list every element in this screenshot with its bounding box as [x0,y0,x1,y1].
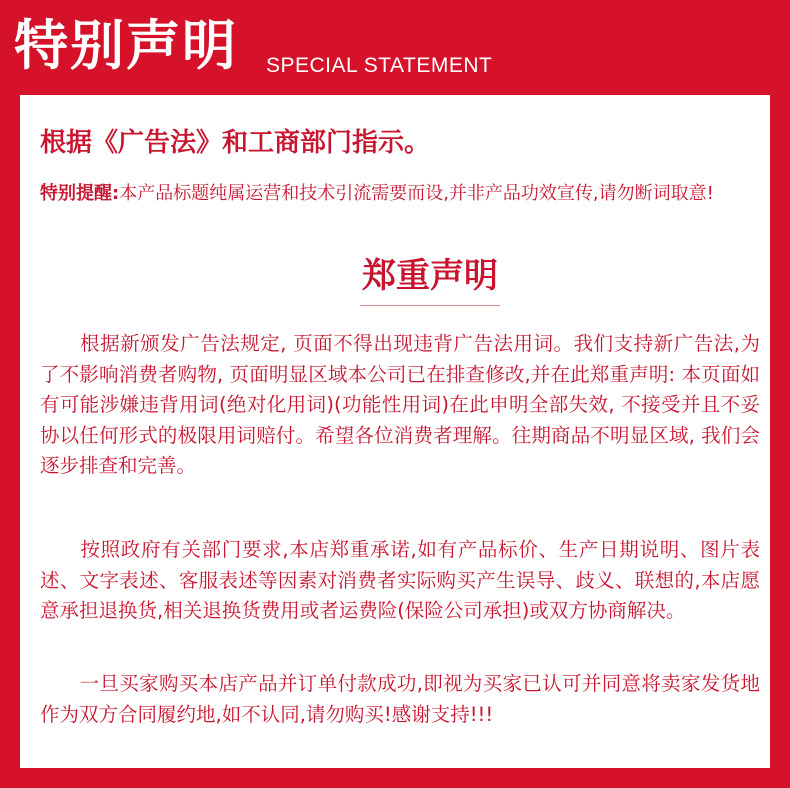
statement-paragraph-2: 按照政府有关部门要求,本店郑重承诺,如有产品标价、生产日期说明、图片表述、文字表述、客服表述等因素对消费者实际购买产生误导、歧义、联想的,本店愿意承担退换货,相关退换货费用或者运费险(保险公司承担)或双方协商解决。 [40,538,760,622]
section-heading: 根据《广告法》和工商部门指示。 [40,128,431,158]
statement-title: 郑重声明 [362,256,498,296]
statement-panel [20,95,770,768]
page-title: 特别声明 [14,14,238,77]
statement-paragraph-3: 一旦买家购买本店产品并订单付款成功,即视为买家已认可并同意将卖家发货地作为双方合同履约地,如不认同,请勿购买!感谢支持!!! [40,672,760,726]
notice-label: 特别提醒: [40,183,120,204]
title-underline [360,305,500,306]
statement-paragraph-1: 根据新颁发广告法规定, 页面不得出现违背广告法用词。我们支持新广告法,为了不影响消费者购物, 页面明显区域本公司已在排查修改,并在此郑重声明: 本页面如有可能涉嫌违背用词(绝对化用词)(功能性用词)在此申明全部失效, 不接受并且不妥协以任何形式的极限用词赔付。希望各位消费者理解。往期商品不明显区域, 我们会逐步排查和完善。 [40,332,760,477]
header-banner [0,0,790,95]
special-notice [40,181,760,206]
notice-text: 本产品标题纯属运营和技术引流需要而设,并非产品功效宣传,请勿断词取意! [119,183,714,204]
page-subtitle: SPECIAL STATEMENT [266,54,493,77]
